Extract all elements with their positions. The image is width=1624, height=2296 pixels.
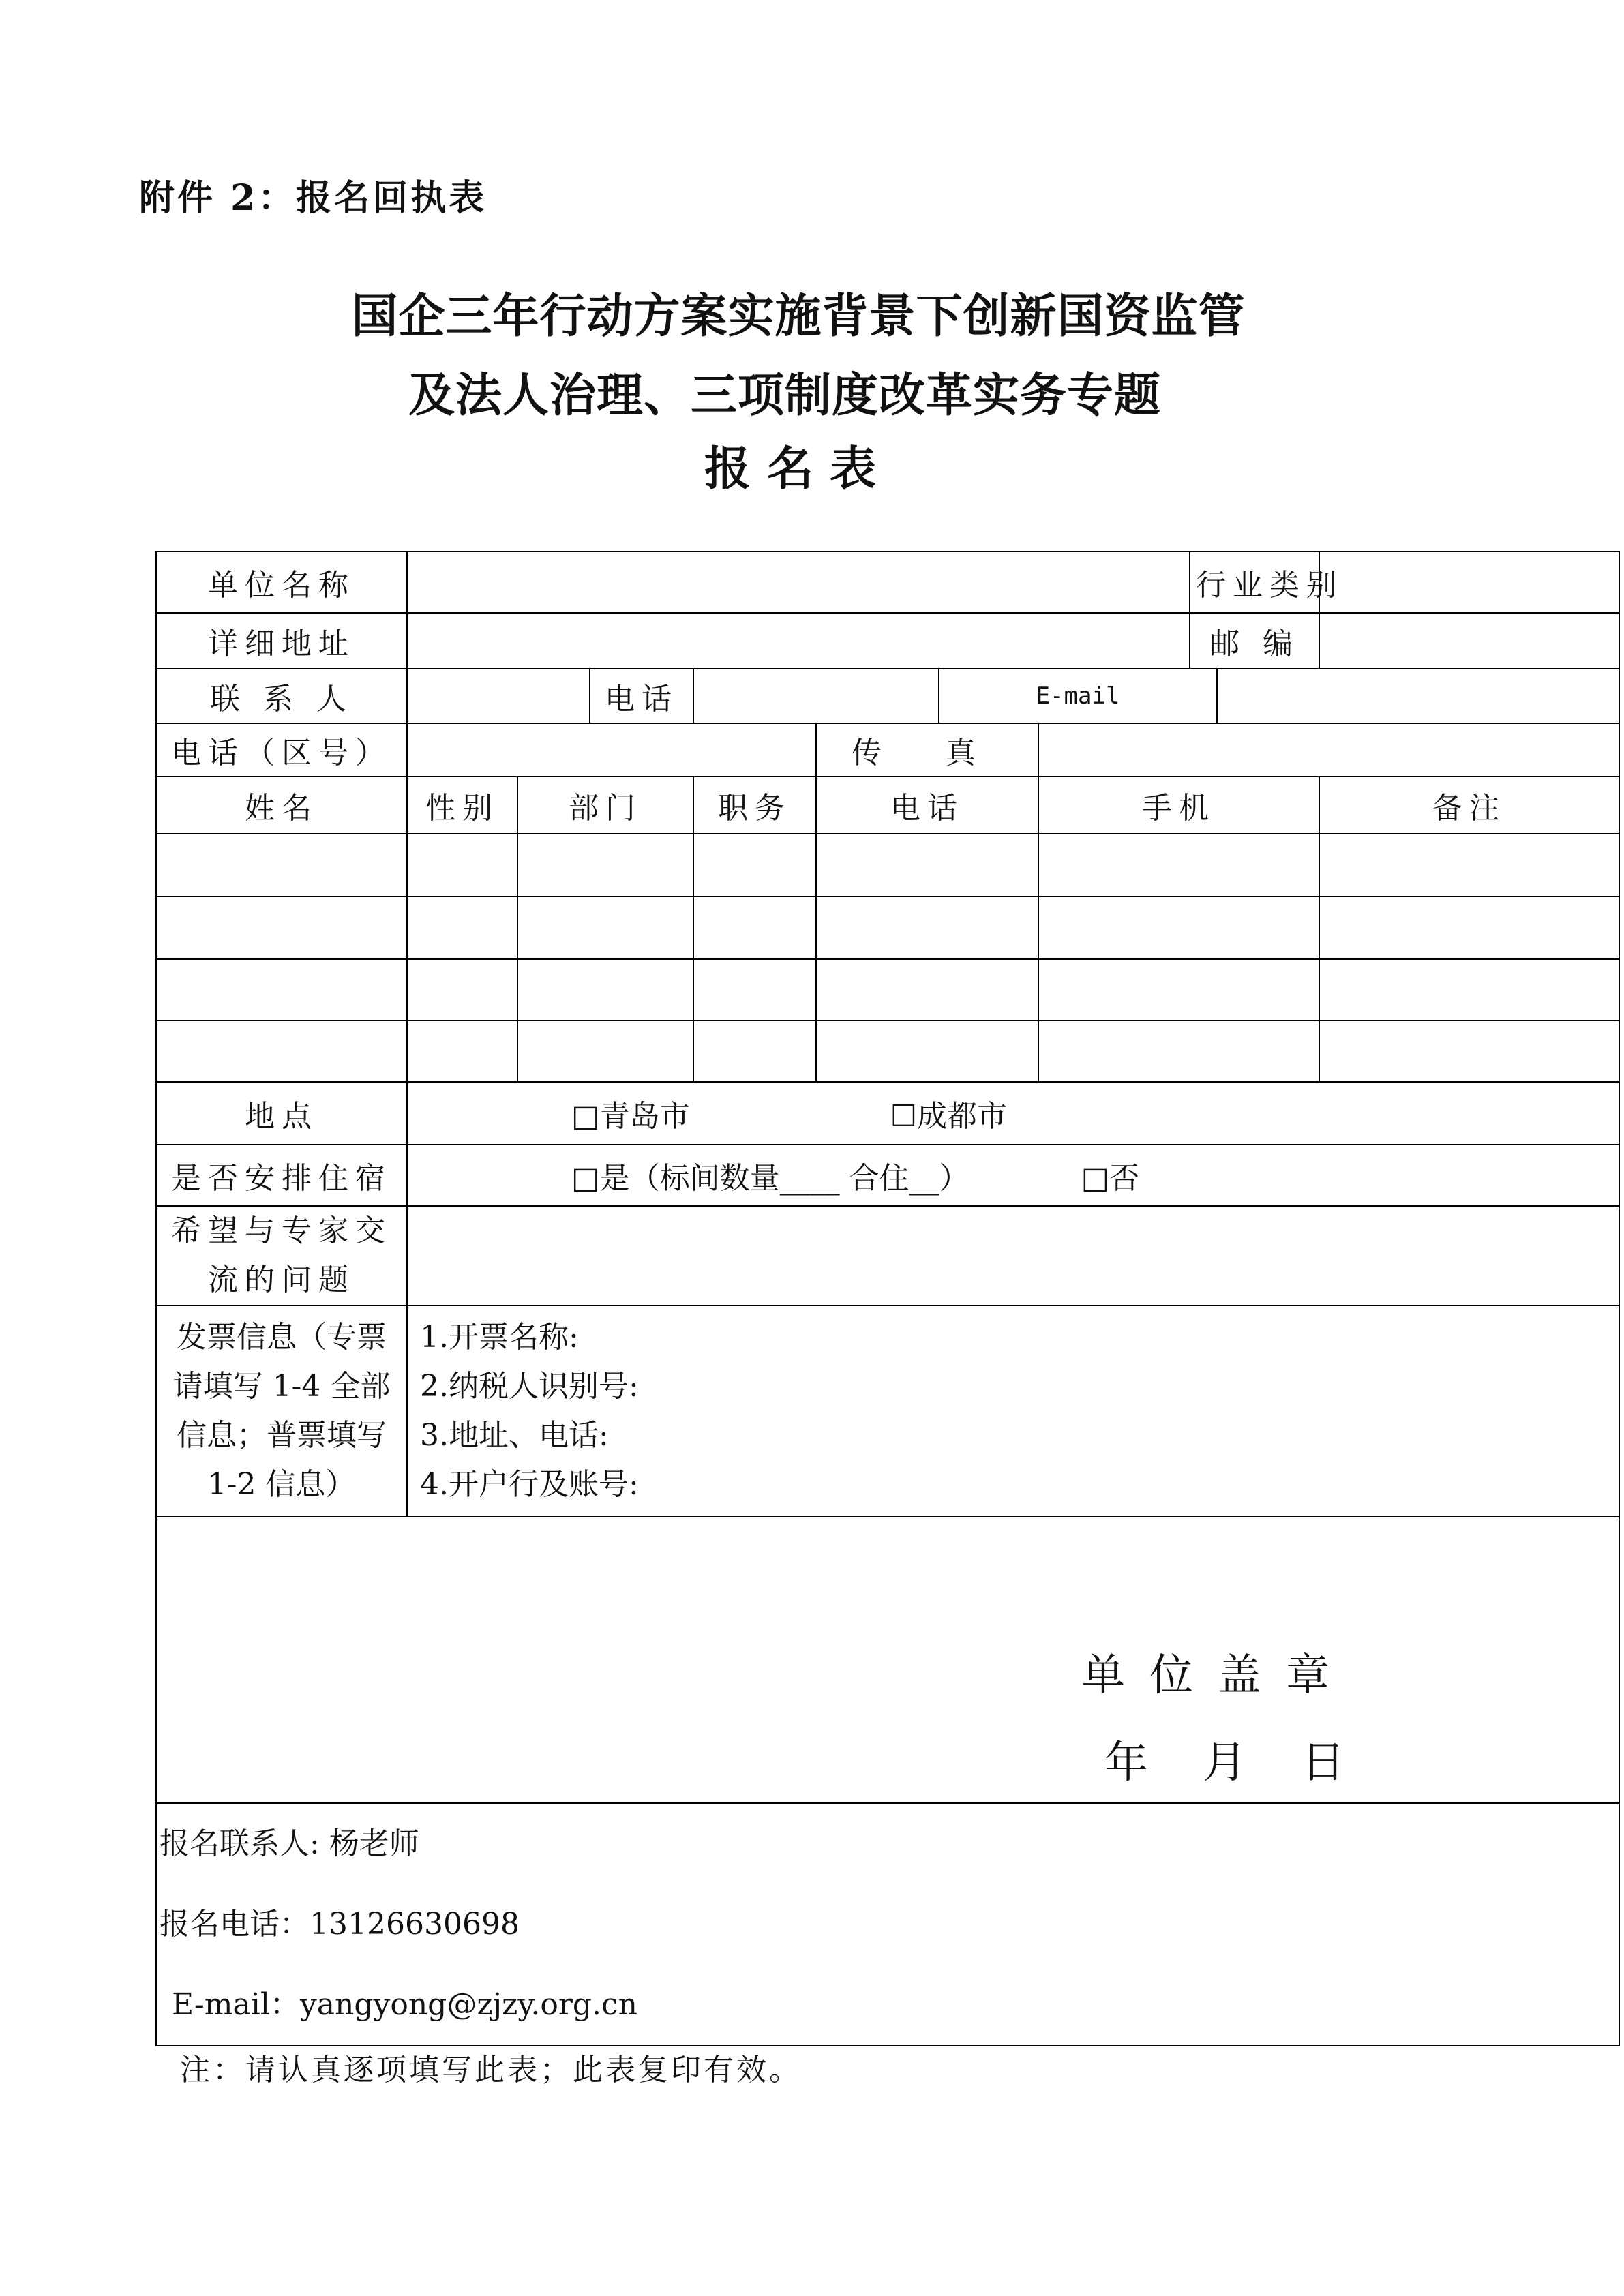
fax-field[interactable]	[1038, 723, 1619, 776]
invoice-fields[interactable]	[407, 1305, 1619, 1517]
attendee-cell[interactable]	[816, 959, 1038, 1021]
contact-person-label: 联 系 人	[156, 669, 407, 723]
stamp-area[interactable]	[156, 1517, 1619, 1803]
location-option-qingdao[interactable]: □青岛市	[571, 1099, 690, 1134]
attendee-cell[interactable]	[1038, 1021, 1319, 1082]
address-label: 详细地址	[156, 613, 407, 669]
industry-field[interactable]	[1319, 552, 1619, 613]
col-gender: 性别	[407, 776, 517, 834]
invoice-label: 发票信息（专票请填写 1-4 全部信息；普票填写 1-2 信息）	[156, 1305, 407, 1517]
date-year: 年	[1104, 1738, 1148, 1788]
lodging-option-yes[interactable]: □是（标间数量____ 合住__）	[571, 1161, 969, 1196]
col-mobile: 手机	[1038, 776, 1319, 834]
invoice-item-address-phone: 3.地址、电话:	[420, 1418, 609, 1453]
attendee-cell[interactable]	[816, 834, 1038, 896]
invoice-item-tax-id: 2.纳税人识别号:	[420, 1369, 639, 1404]
attendee-cell[interactable]	[1038, 959, 1319, 1021]
col-remark: 备注	[1319, 776, 1619, 834]
attendee-cell[interactable]	[517, 1021, 693, 1082]
unit-name-label: 单位名称	[156, 552, 407, 613]
date-day: 日	[1301, 1738, 1345, 1788]
location-option-chengdu[interactable]: ☐成都市	[890, 1099, 1008, 1134]
attendee-cell[interactable]	[407, 834, 517, 896]
form-title-line2: 及法人治理、三项制度改革实务专题	[408, 368, 1161, 423]
contact-person: 报名联系人: 杨老师	[160, 1826, 419, 1861]
attendee-cell[interactable]	[407, 1021, 517, 1082]
stamp-label: 单位盖章	[1081, 1650, 1354, 1701]
form-title-line1: 国企三年行动方案实施背景下创新国资监管	[351, 289, 1246, 344]
attendee-cell[interactable]	[156, 896, 407, 959]
attendee-cell[interactable]	[816, 896, 1038, 959]
industry-label: 行业类别	[1190, 552, 1319, 613]
col-department: 部门	[517, 776, 693, 834]
contact-email: E-mail：yangyong@zjzy.org.cn	[172, 1987, 638, 2022]
attendee-cell[interactable]	[693, 959, 816, 1021]
lodging-option-no[interactable]: □否	[1081, 1161, 1140, 1196]
location-label: 地点	[156, 1082, 407, 1145]
email-label: E-mail	[939, 669, 1217, 723]
questions-label: 希望与专家交流的问题	[156, 1206, 407, 1305]
attendee-cell[interactable]	[156, 1021, 407, 1082]
invoice-item-bank-account: 4.开户行及账号:	[420, 1467, 639, 1502]
col-position: 职务	[693, 776, 816, 834]
attendee-row	[156, 1021, 1619, 1082]
invoice-item-name: 1.开票名称:	[420, 1320, 579, 1355]
attendee-cell[interactable]	[1319, 959, 1619, 1021]
unit-name-field[interactable]	[407, 552, 1190, 613]
attendee-cell[interactable]	[517, 834, 693, 896]
contact-phone-label: 电话	[590, 669, 693, 723]
attendee-cell[interactable]	[816, 1021, 1038, 1082]
attendee-cell[interactable]	[1319, 896, 1619, 959]
area-phone-label: 电话（区号）	[156, 723, 407, 776]
attendee-cell[interactable]	[693, 834, 816, 896]
contact-person-field[interactable]	[407, 669, 590, 723]
attendee-cell[interactable]	[407, 959, 517, 1021]
contact-info	[156, 1803, 1619, 2046]
attendee-cell[interactable]	[517, 959, 693, 1021]
attendee-cell[interactable]	[1038, 896, 1319, 959]
attendee-cell[interactable]	[1038, 834, 1319, 896]
date-month: 月	[1203, 1738, 1247, 1788]
attendee-cell[interactable]	[693, 896, 816, 959]
attendee-cell[interactable]	[1319, 1021, 1619, 1082]
email-field[interactable]	[1217, 669, 1619, 723]
attendee-row	[156, 834, 1619, 896]
attendee-row	[156, 959, 1619, 1021]
date-line	[1104, 1727, 1386, 1790]
col-name: 姓名	[156, 776, 407, 834]
fax-label: 传 真	[816, 723, 1038, 776]
questions-field[interactable]	[407, 1206, 1619, 1305]
attachment-label: 附件 2：报名回执表	[139, 177, 487, 219]
postcode-label: 邮 编	[1190, 613, 1319, 669]
attendee-cell[interactable]	[407, 896, 517, 959]
attendee-cell[interactable]	[156, 834, 407, 896]
registration-form-table	[155, 551, 1620, 2046]
postcode-field[interactable]	[1319, 613, 1619, 669]
attendee-cell[interactable]	[1319, 834, 1619, 896]
contact-phone-field[interactable]	[693, 669, 939, 723]
attendee-cell[interactable]	[517, 896, 693, 959]
lodging-label: 是否安排住宿	[156, 1145, 407, 1206]
area-phone-field[interactable]	[407, 723, 816, 776]
address-field[interactable]	[407, 613, 1190, 669]
attendee-cell[interactable]	[693, 1021, 816, 1082]
footer-note: 注：请认真逐项填写此表；此表复印有效。	[180, 2053, 802, 2087]
form-title-line3: 报名表	[704, 442, 892, 496]
contact-tel: 报名电话：13126630698	[160, 1907, 520, 1942]
col-phone: 电话	[816, 776, 1038, 834]
attendee-cell[interactable]	[156, 959, 407, 1021]
attendee-row	[156, 896, 1619, 959]
